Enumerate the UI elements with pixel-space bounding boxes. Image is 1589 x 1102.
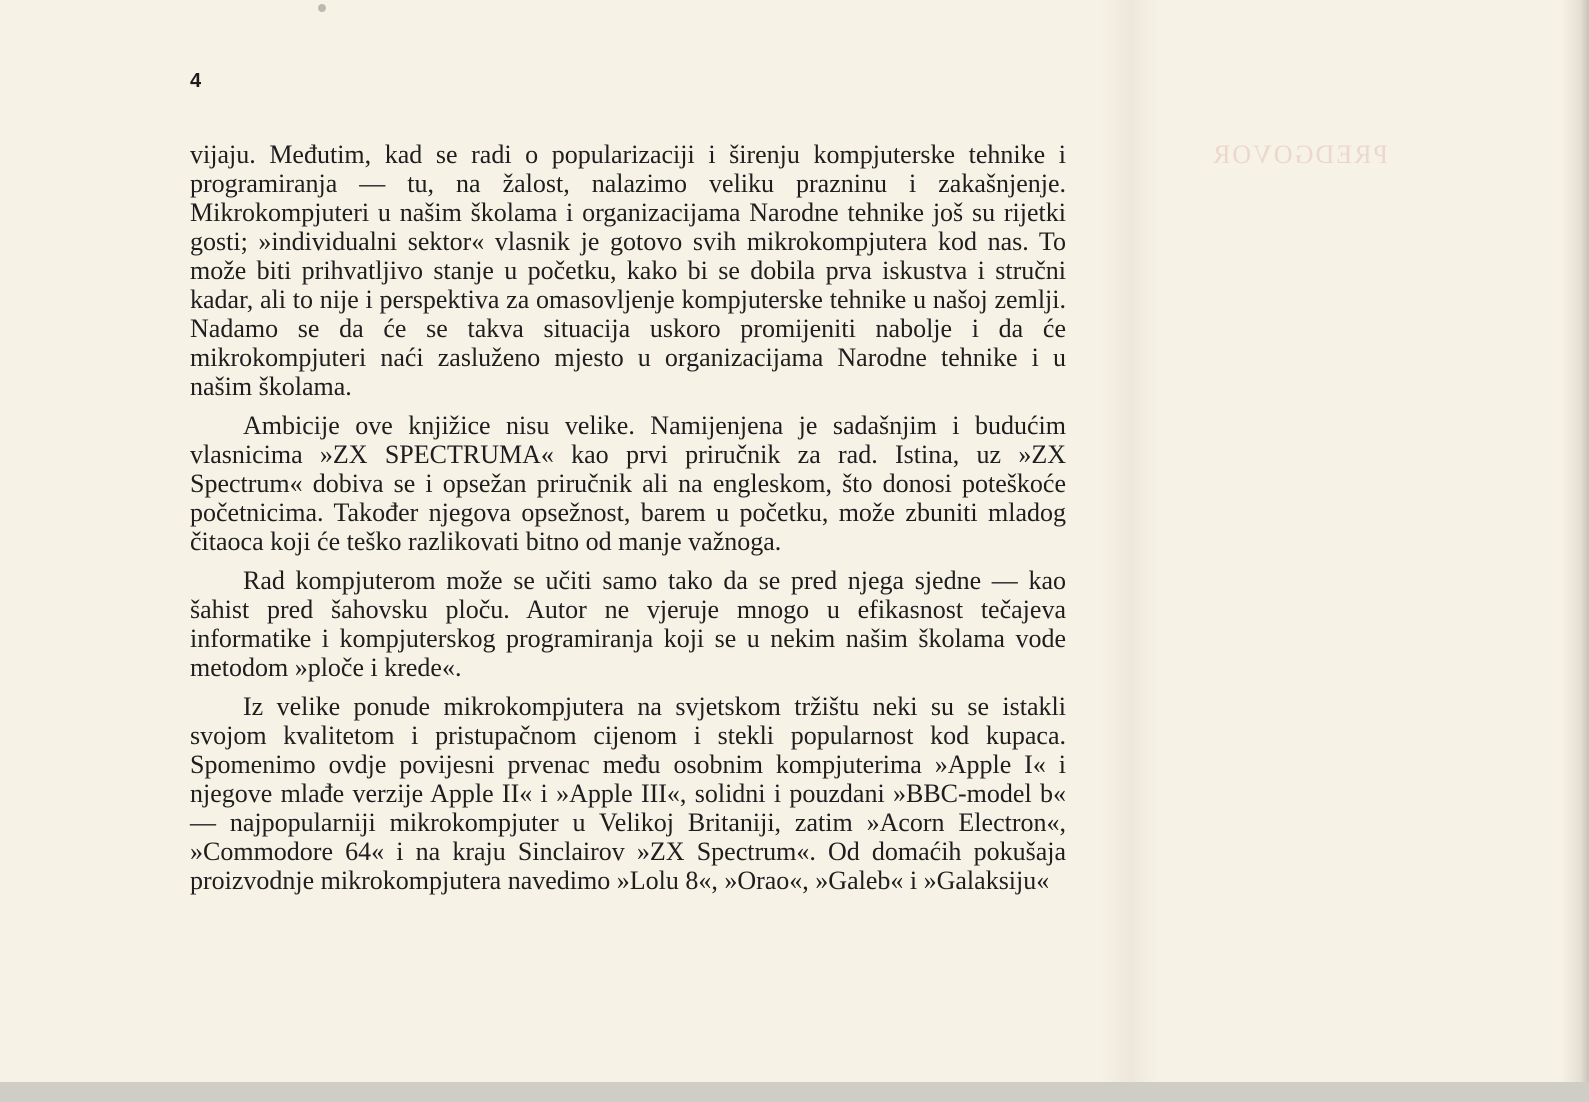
page-number: 4 xyxy=(190,70,202,92)
paragraph-3: Rad kompjuterom može se učiti samo tako da se pred njega sjedne — kao šahist pred šahovsku ploču. Autor ne vjeruje mnogo u efikasnost tečajeva informatike i kompjuterskog programiranja koji se u nekim našim školama vode metodom »ploče i krede«. xyxy=(190,566,1066,682)
book-gutter xyxy=(1100,0,1160,1082)
paragraph-2: Ambicije ove knjižice nisu velike. Namijenjena je sadašnjim i budućim vlasnicima »ZX SPECTRUMA« kao prvi priručnik za rad. Istina, uz »ZX Spectrum« dobiva se i opsežan priručnik ali na engleskom, što donosi poteškoće početnicima. Također njegova opsežnost, barem u početku, može zbuniti mladog čitaoca koji će teško razlikovati bitno od manje važnoga. xyxy=(190,411,1066,556)
scan-bottom-edge xyxy=(0,1082,1589,1102)
paragraph-1: vijaju. Međutim, kad se radi o popularizaciji i širenju kompjuterske tehnike i programiranja — tu, na žalost, nalazimo veliku prazninu i zakašnjenje. Mikrokompjuteri u našim školama i organizacijama Narodne tehnike još su rijetki gosti; »individualni sektor« vlasnik je gotovo svih mikrokompjutera kod nas. To može biti prihvatljivo stanje u početku, kako bi se dobila prva iskustva i stručni kadar, ali to nije i perspektiva za omasovljenje kompjuterske tehnike u našoj zemlji. Nadamo se da će se takva situacija uskoro promijeniti nabolje i da će mikrokompjuteri naći zasluženo mjesto u organizacijama Narodne tehnike i u našim školama. xyxy=(190,140,1066,401)
page-edge-shadow xyxy=(1561,0,1589,1082)
bleed-through-heading: PREDGOVOR xyxy=(1211,140,1388,169)
paragraph-4: Iz velike ponude mikrokompjutera na svjetskom tržištu neki su se istakli svojom kvalitetom i pristupačnom cijenom i stekli popularnost kod kupaca. Spomenimo ovdje povijesni prvenac među osobnim kompjuterima »Apple I« i njegove mlađe verzije Apple II« i »Apple III«, solidni i pouzdani »BBC-model b« — najpopularniji mikrokompjuter u Velikoj Britaniji, zatim »Acorn Electron«, »Commodore 64« i na kraju Sinclairov »ZX Spectrum«. Od domaćih pokušaja proizvodnje mikrokompjutera navedimo »Lolu 8«, »Orao«, »Galeb« i »Galaksiju« xyxy=(190,692,1066,895)
body-text xyxy=(190,140,1066,905)
binding-mark xyxy=(318,4,326,12)
